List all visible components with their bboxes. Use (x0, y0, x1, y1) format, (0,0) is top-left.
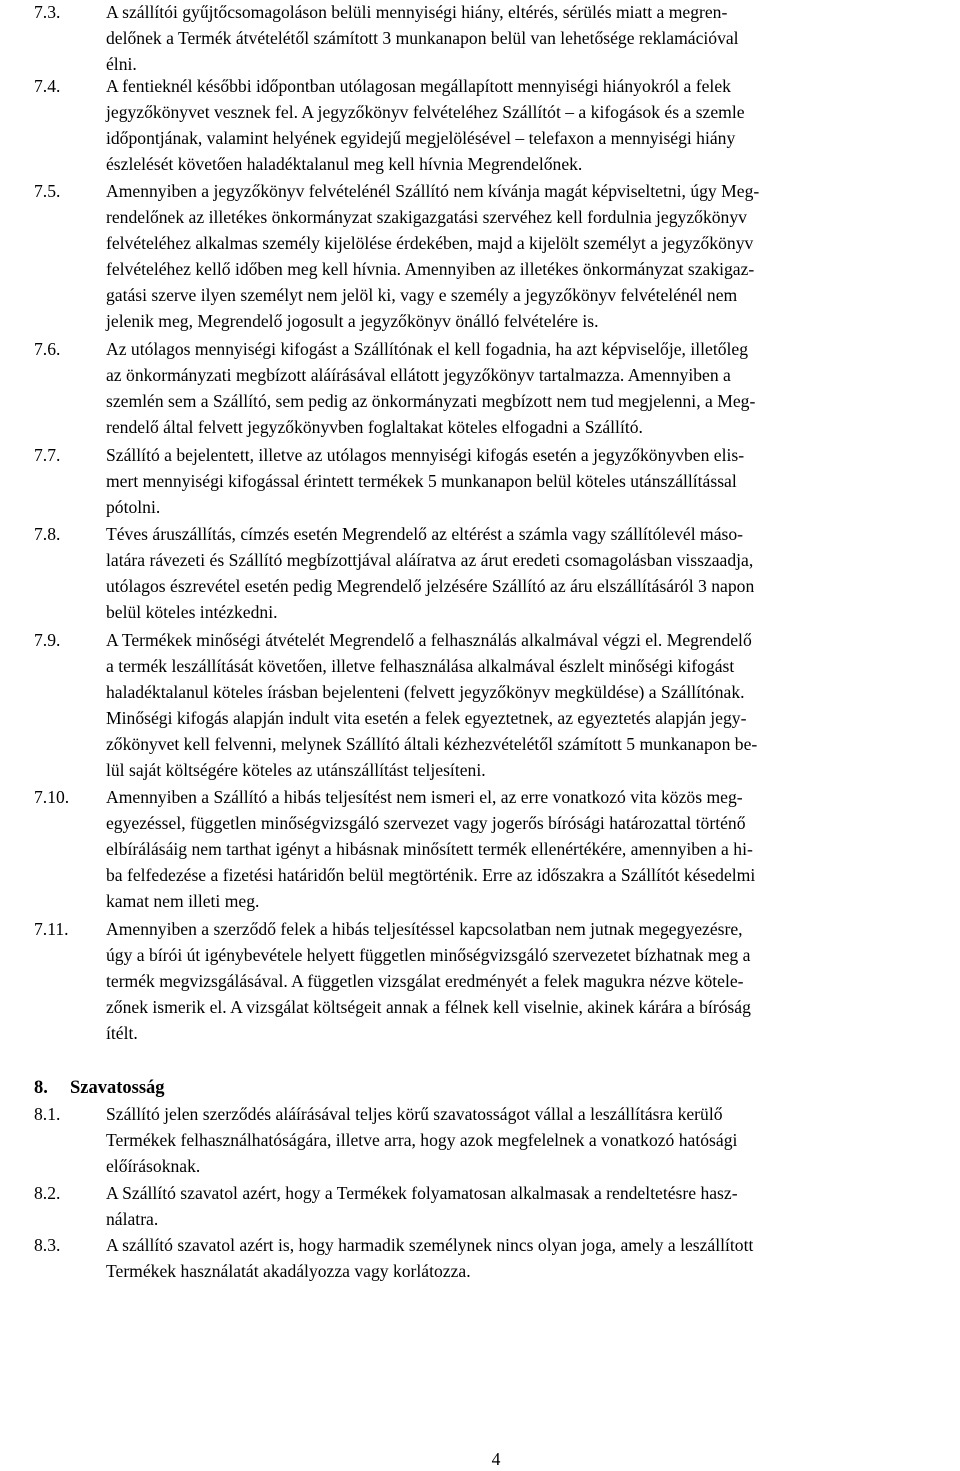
clause-text: Az utólagos mennyiségi kifogást a Szállítónak el kell fogadnia, ha azt képviselője, illetőleg az önkormányzati megbízott aláírásával ellátott jegyzőkönyv tartalmazza. Amennyiben a szemlén sem a Szállító, sem pedig az önkormányzati megbízott nem tud megjelenni, a Meg- rendelő által felvett jegyzőkönyvben foglaltakat köteles elfogadni a Szállító. (106, 339, 756, 438)
clause-text: A szállító szavatol azért is, hogy harmadik személynek nincs olyan joga, amely a leszállított Termékek használatát akadályozza vagy korlátozza. (106, 1235, 754, 1282)
page-number: 4 (491, 1449, 501, 1469)
clause-text: Amennyiben a Szállító a hibás teljesítést nem ismeri el, az erre vonatkozó vita közös meg- egyezéssel, független minőségvizsgáló szervezet vagy jogerős bírósági határozattal történő elbírálásáig nem tarthat igényt a hibásnak minősített termék ellenértékére, amennyiben a hi- ba felfedezése a fizetési határidőn belül megtörténik. Erre az időszakra a Szállítót késedelmi kamat nem illeti meg. (106, 787, 756, 912)
clause-number: 7.7. (34, 445, 61, 465)
clause-text: Szállító jelen szerződés aláírásával teljes körű szavatosságot vállal a leszállításra kerülő Termékek felhasználhatóságára, illetve arra, hogy azok megfelelnek a vonatkozó hatósági előírásoknak. (106, 1104, 738, 1177)
clause-text: Szállító a bejelentett, illetve az utólagos mennyiségi kifogás esetén a jegyzőkönyvben elis- mert mennyiségi kifogással érintett termékek 5 munkanapon belül köteles utánszállítással pótolni. (106, 445, 745, 518)
clause-number: 7.3. (34, 2, 61, 22)
clause-text: Amennyiben a jegyzőkönyv felvételénél Szállító nem kívánja magát képviseltetni, úgy Meg- rendelőnek az illetékes önkormányzat szakigazgatási szervéhez kell fordulnia jegyzőkönyv felvételéhez alkalmas személy kijelölése érdekében, majd a kijelölt személyt a jegyzőkönyv felvételéhez kellő időben meg kell hívnia. Amennyiben az illetékes önkormányzat szakigaz- gatási szerve ilyen személyt nem jelöl ki, vagy e személy a jegyzőkönyv felvételénél nem jelenik meg, Megrendelő jogosult a jegyzőkönyv önálló felvételére is. (106, 181, 760, 332)
clause-number: 7.11. (34, 919, 69, 939)
clause-number: 7.4. (34, 76, 61, 96)
clause-number: 7.5. (34, 181, 61, 201)
section-title: Szavatosság (70, 1078, 165, 1098)
clause-text: A Szállító szavatol azért, hogy a Termékek folyamatosan alkalmasak a rendeltetésre hasz- nálatra. (106, 1183, 738, 1230)
clause-number: 7.9. (34, 630, 61, 650)
clause-number: 7.10. (34, 787, 70, 807)
clause-number: 7.6. (34, 339, 61, 359)
clause-text: A szállítói gyűjtőcsomagoláson belüli mennyiségi hiány, eltérés, sérülés miatt a megren- delőnek a Termék átvételétől számított 3 munkanapon belül van lehetősége reklamációval élni. (106, 2, 739, 75)
clause-text: Amennyiben a szerződő felek a hibás teljesítéssel kapcsolatban nem jutnak megegyezésre, úgy a bírói út igénybevétele helyett független minőségvizsgáló szervezetet bízhatnak meg a termék megvizsgálásával. A független vizsgálat eredményét a felek magukra nézve kötele- zőnek ismerik el. A vizsgálat költségeit annak a félnek kell viselnie, akinek kárára a bíróság ítélt. (106, 919, 751, 1044)
section-number: 8. (34, 1078, 48, 1098)
clause-text: A Termékek minőségi átvételét Megrendelő a felhasználás alkalmával végzi el. Megrendelő a termék leszállítását követően, illetve felhasználása alkalmával észlelt minőségi kifogást haladéktalanul köteles írásban bejelenteni (felvett jegyzőkönyv megküldése) a Szállítónak. Minőségi kifogás alapján indult vita esetén a felek egyeztetnek, az egyeztetés alapján jegy- zőkönyvet kell felvenni, melynek Szállító általi kézhezvételétől számított 5 munkanapon be- lül saját költségére köteles az utánszállítást teljesíteni. (106, 630, 758, 781)
clause-text: A fentieknél későbbi időpontban utólagosan megállapított mennyiségi hiányokról a felek jegyzőkönyvet vesznek fel. A jegyzőkönyv felvételéhez Szállítót – a kifogások és a szemle időpontjának, valamint helyének egyidejű megjelölésével – telefaxon a mennyiségi hiány észlelését követően haladéktalanul meg kell hívnia Megrendelőnek. (106, 76, 745, 175)
clause-number: 8.3. (34, 1235, 61, 1255)
clause-number: 7.8. (34, 524, 61, 544)
clause-number: 8.1. (34, 1104, 61, 1124)
clause-number: 8.2. (34, 1183, 61, 1203)
clause-text: Téves áruszállítás, címzés esetén Megrendelő az eltérést a számla vagy szállítólevél máso- latára rávezeti és Szállító megbízottjával aláíratva az árut eredeti csomagolásban visszaadja, utólagos észrevétel esetén pedig Megrendelő jelzésére Szállító az áru elszállításáról 3 napon belül köteles intézkedni. (106, 524, 755, 623)
